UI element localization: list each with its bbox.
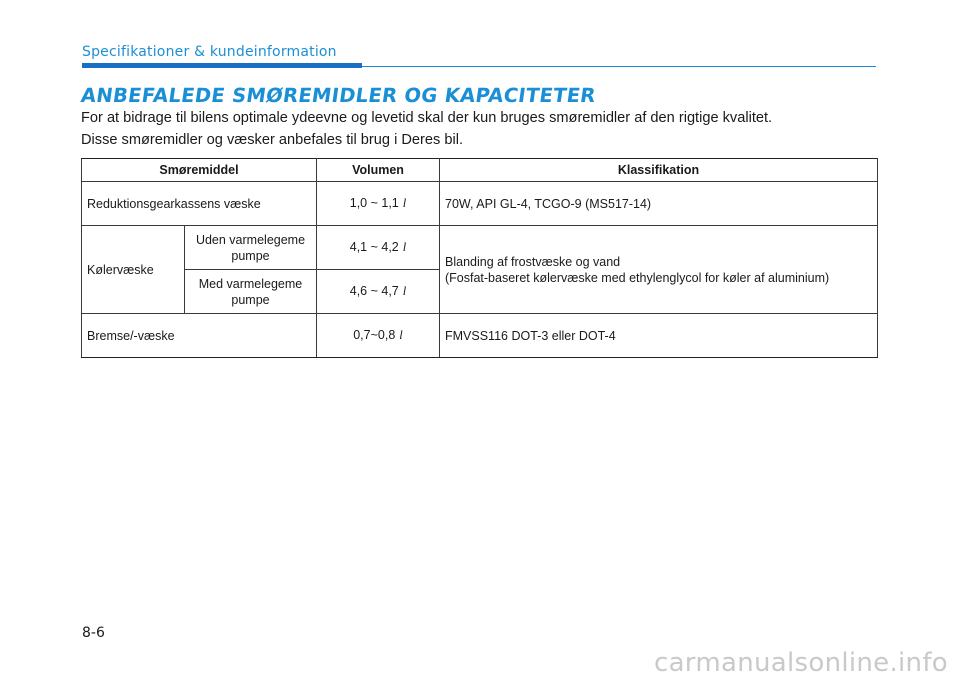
- page-title: ANBEFALEDE SMØREMIDLER OG KAPACITETER: [79, 84, 598, 107]
- volume-value: 4,6 ~ 4,7: [349, 284, 399, 298]
- cell-lubricant: Bremse/-væske: [82, 314, 317, 358]
- volume-value: 1,0 ~ 1,1: [349, 196, 399, 210]
- classification-line-2: (Fosfat-baseret kølervæske med ethylenglycol for køler af aluminium): [445, 270, 830, 285]
- volume-unit: l: [402, 284, 407, 298]
- header-volume: Volumen: [317, 159, 440, 182]
- volume-unit: l: [399, 328, 403, 342]
- volume-value: 0,7~0,8: [353, 328, 396, 342]
- page-number: 8-6: [82, 625, 105, 641]
- cell-classification: [440, 226, 878, 314]
- cell-lubricant: Reduktionsgearkassens væske: [82, 182, 317, 226]
- classification-line-1: Blanding af frostvæske og vand: [445, 254, 621, 269]
- watermark: carmanualsonline.info: [653, 648, 948, 678]
- cell-volume: [317, 314, 440, 358]
- volume-unit: l: [402, 240, 407, 254]
- table-row: [82, 314, 878, 358]
- intro-line-2: Disse smøremidler og væsker anbefales til brug i Deres bil.: [81, 132, 464, 148]
- header-lubricant: Smøremiddel: [82, 159, 317, 182]
- volume-unit: l: [402, 196, 407, 210]
- cell-classification: 70W, API GL-4, TCGO-9 (MS517-14): [440, 182, 878, 226]
- lubricants-table: [81, 158, 878, 358]
- table-header-row: [82, 159, 878, 182]
- cell-volume: [317, 270, 440, 314]
- cell-lubricant: Kølervæske: [82, 226, 185, 314]
- header-rule-thick: [82, 63, 362, 68]
- cell-variant: Med varmelegeme pumpe: [185, 270, 317, 314]
- cell-variant: Uden varmelegeme pumpe: [185, 226, 317, 270]
- volume-value: 4,1 ~ 4,2: [349, 240, 399, 254]
- section-header: Specifikationer & kundeinformation: [82, 44, 337, 60]
- table-row: [82, 182, 878, 226]
- intro-text: [81, 107, 881, 151]
- cell-volume: [317, 226, 440, 270]
- cell-classification: FMVSS116 DOT-3 eller DOT-4: [440, 314, 878, 358]
- table-row: [82, 226, 878, 270]
- header-rule-thin: [362, 66, 876, 68]
- cell-volume: [317, 182, 440, 226]
- intro-line-1: For at bidrage til bilens optimale ydeevne og levetid skal der kun bruges smøremidler af den rigtige kvalitet.: [81, 110, 773, 126]
- header-classification: Klassifikation: [440, 159, 878, 182]
